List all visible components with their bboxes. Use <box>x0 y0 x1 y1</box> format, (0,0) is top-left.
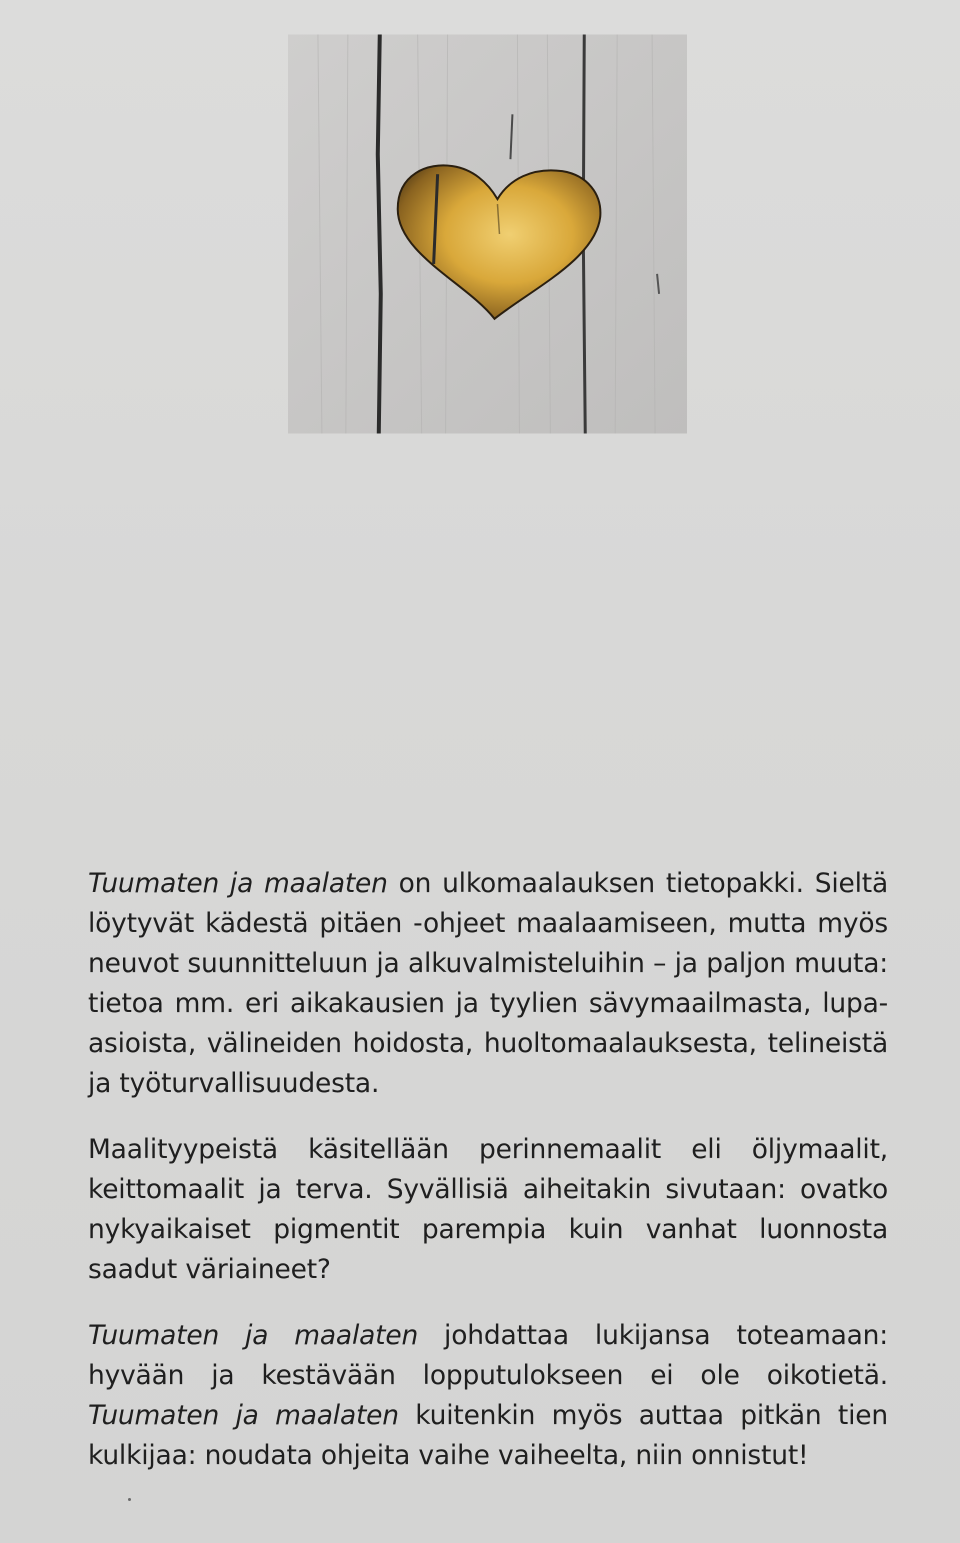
board-seam-left <box>378 35 381 434</box>
back-cover-blurb <box>88 864 888 1502</box>
book-title: Tuumaten ja maalaten <box>88 1320 419 1351</box>
blurb-text: johdattaa lukijansa toteamaan: hyvään ja kestävään lopputulokseen ei ole oikotietä. <box>88 1320 888 1391</box>
blurb-paragraph-2 <box>88 1130 888 1290</box>
book-title: Tuumaten ja maalaten <box>88 868 388 899</box>
cover-photo <box>288 34 687 434</box>
paper-speck <box>128 1498 131 1501</box>
heart-cutout-boards-image <box>288 34 687 434</box>
blurb-text: on ulkomaalauksen tietopakki. Sieltä löytyvät kädestä pitäen -ohjeet maalaamiseen, mutta myös neuvot suunnitteluun ja alkuvalmisteluihin – ja paljon muuta: tietoa mm. eri aikakausien ja tyylien sävymaailmasta, lupa-asioista, välineiden hoidosta, huoltomaalauksesta, telineistä ja työturvallisuudesta. <box>88 868 888 1099</box>
blurb-paragraph-1 <box>88 864 888 1104</box>
book-title: Tuumaten ja maalaten <box>88 1400 399 1431</box>
blurb-text: kuitenkin myös auttaa pitkän tien kulkijaa: noudata ohjeita vaihe vaiheelta, niin onnistut! <box>88 1400 888 1471</box>
blurb-text: Maalityypeistä käsitellään perinnemaalit eli öljymaalit, keittomaalit ja terva. Syvällisiä aiheitakin sivutaan: ovatko nykyaikaiset pigmentit parempia kuin vanhat luonnosta saadut väriaineet? <box>88 1134 888 1285</box>
blurb-paragraph-3 <box>88 1316 888 1476</box>
